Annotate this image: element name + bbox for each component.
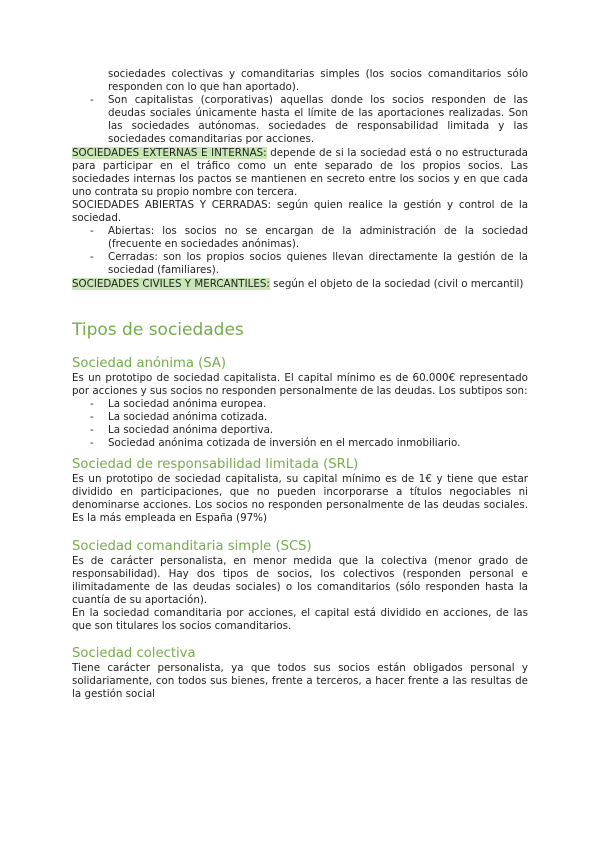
paragraph-scs-1: Es de carácter personalista, en menor medida que la colectiva (menor grado de responsabilidad). Hay dos tipos de socios, los colectivos (responden personal e ilimitadamente de las deudas sociales) o los comanditarios (sólo responden hasta la cuantía de su aportación). — [72, 554, 528, 606]
heading-tipos: Tipos de sociedades — [72, 319, 244, 340]
list-item: - Son capitalistas (corporativas) aquellas donde los socios responden de las deudas sociales únicamente hasta el límite de las aportaciones realizadas. Son las sociedades autónomas. sociedades de responsabilidad limitada y las sociedades comanditarias por acciones. — [90, 94, 528, 146]
paragraph-text: según el objeto de la sociedad (civil o mercantil) — [269, 277, 524, 290]
abiertas-list — [72, 225, 528, 277]
paragraph-srl: Es un prototipo de sociedad capitalista, su capital mínimo es de 1€ y tiene que estar dividido en participaciones, que no pueden incorporarse a títulos negociables ni denominarse acciones. Los socios no responden personalmente de las deudas sociales. Es la más empleada en España (97%) — [72, 473, 528, 525]
sa-subtypes-list — [72, 398, 528, 450]
list-item: - Sociedad anónima cotizada de inversión en el mercado inmobiliario. — [90, 437, 528, 450]
heading-scs: Sociedad comanditaria simple (SCS) — [72, 538, 312, 554]
list-item: - La sociedad anónima cotizada. — [90, 411, 528, 424]
paragraph-colectiva: Tiene carácter personalista, ya que todos sus socios están obligados personal y solidariamente, con todos sus bienes, frente a terceros, a hacer frente a las resultas de la gestión social — [72, 662, 528, 701]
paragraph-abiertas: SOCIEDADES ABIERTAS Y CERRADAS: según quien realice la gestión y control de la sociedad. — [72, 198, 528, 225]
highlighted-term: SOCIEDADES EXTERNAS E INTERNAS: — [72, 146, 267, 159]
paragraph-sa: Es un prototipo de sociedad capitalista. El capital mínimo es de 60.000€ representado por acciones y sus socios no responden personalmente de las deudas. Los subtipos son: — [72, 371, 528, 397]
capitalistas-list — [72, 68, 528, 147]
section-scs — [72, 538, 528, 634]
heading-colectiva: Sociedad colectiva — [72, 646, 196, 662]
heading-sa: Sociedad anónima (SA) — [72, 355, 227, 371]
heading-srl: Sociedad de responsabilidad limitada (SRL) — [72, 457, 359, 473]
list-item: - Abiertas: los socios no se encargan de la administración de la sociedad (frecuente en sociedades anónimas). — [90, 225, 528, 251]
paragraph-text: depende de si la sociedad está o no estructurada para participar en el tráfico como un ente separado de los propios socios. Las sociedades internas los pactos se mantienen en secreto entre los socios y en que cada uno contrata su propio nombre con tercera. — [72, 146, 528, 198]
section-sa — [72, 355, 528, 451]
paragraph-externas — [72, 147, 528, 199]
paragraph-civiles — [72, 278, 528, 291]
list-item: - Cerradas: son los propios socios quienes llevan directamente la gestión de la sociedad (familiares). — [90, 251, 528, 277]
section-srl — [72, 456, 528, 525]
section-colectiva — [72, 645, 528, 701]
list-item: - La sociedad anónima europea. — [90, 398, 528, 411]
paragraph-scs-2: En la sociedad comanditaria por acciones, el capital está dividido en acciones, de las que son titulares los socios comanditarios. — [72, 606, 528, 632]
list-item: sociedades colectivas y comanditarias simples (los socios comanditarios sólo responden con lo que han aportado). — [108, 68, 528, 94]
highlighted-term: SOCIEDADES CIVILES Y MERCANTILES: — [72, 277, 270, 290]
list-item: - La sociedad anónima deportiva. — [90, 424, 528, 437]
